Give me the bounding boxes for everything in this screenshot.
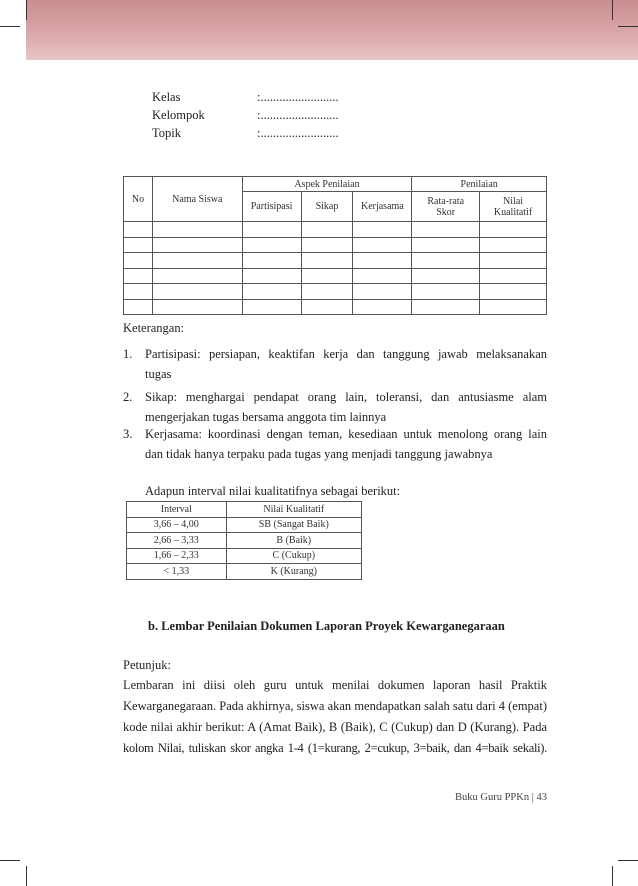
table-row (124, 237, 547, 253)
keterangan-line: Partisipasi: persiapan, keaktifan kerja dan tanggung jawab melaksanakan (145, 347, 547, 361)
table-row (124, 268, 547, 284)
nilai-cell: SB (Sangat Baik) (226, 517, 361, 533)
section-b-heading: b. Lembar Penilaian Dokumen Laporan Proyek Kewarganegaraan (148, 619, 505, 633)
field-label: Kelas (152, 90, 181, 104)
keterangan-item-number: 3. (123, 427, 133, 441)
header-band (26, 0, 638, 60)
keterangan-line: dan tidak hanya terpaku pada tugas yang menjadi tanggung jawabnya (145, 447, 493, 461)
interval-cell: 3,66 – 4,00 (127, 517, 227, 533)
field-label: Kelompok (152, 108, 205, 122)
keterangan-item-3 (145, 424, 547, 464)
crop-mark (0, 26, 20, 27)
nilai-cell: B (Baik) (226, 533, 361, 549)
table-row (127, 517, 362, 533)
petunjuk-body (123, 675, 547, 759)
crop-mark (612, 866, 613, 886)
crop-mark (612, 0, 613, 20)
crop-mark (26, 866, 27, 886)
skor-line: Skor (436, 206, 456, 218)
nilai-header: Nilai Kualitatif (226, 502, 361, 518)
field-value: :......................... (257, 126, 339, 140)
petunjuk-line: kolom Nilai, tuliskan skor angka 1-4 (1=kurang, 2=cukup, 3=baik, dan 4=baik sekali). (123, 741, 547, 755)
interval-intro: Adapun interval nilai kualitatifnya sebagai berikut: (145, 484, 401, 498)
interval-cell: < 1,33 (127, 564, 227, 580)
page-footer: Buku Guru PPKn | 43 (455, 792, 547, 803)
nilai-line: Nilai (503, 195, 524, 207)
table-row (124, 222, 547, 238)
assessment-table (123, 176, 547, 315)
crop-mark (618, 26, 638, 27)
field-label: Topik (152, 126, 181, 140)
table-row (124, 299, 547, 315)
table-row (127, 533, 362, 549)
field-kelompok (152, 108, 339, 123)
group-aspek-header: Aspek Penilaian (242, 177, 412, 192)
table-row (127, 502, 362, 518)
group-penilaian-header: Penilaian (412, 177, 547, 192)
col-nilai-header (480, 192, 547, 222)
field-value: :......................... (257, 90, 339, 104)
table-row (124, 253, 547, 269)
crop-mark (618, 860, 638, 861)
interval-cell: 1,66 – 2,33 (127, 548, 227, 564)
kualitatif-line: Kualitatif (493, 206, 533, 218)
keterangan-item-2 (145, 387, 547, 427)
keterangan-item-number: 1. (123, 347, 133, 361)
field-kelas (152, 90, 339, 105)
crop-mark (26, 0, 27, 20)
interval-table (126, 501, 362, 580)
col-kerjasama-header: Kerjasama (353, 192, 412, 222)
field-value: :......................... (257, 108, 339, 122)
col-sikap-header: Sikap (301, 192, 353, 222)
field-topik (152, 126, 339, 141)
interval-cell: 2,66 – 3,33 (127, 533, 227, 549)
col-rata-rata-header (412, 192, 480, 222)
keterangan-line: tugas (145, 367, 172, 381)
petunjuk-line: Kewarganegaraan. Pada akhirnya, siswa akan mendapatkan salah satu dari 4 (empat) (123, 699, 547, 713)
keterangan-line: mengerjakan tugas bersama anggota tim lainnya (145, 410, 387, 424)
col-nama-header: Nama Siswa (152, 177, 242, 222)
petunjuk-title: Petunjuk: (123, 658, 171, 672)
rata-rata-line: Rata-rata (427, 195, 465, 207)
keterangan-title: Keterangan: (123, 321, 185, 335)
keterangan-line: Kerjasama: koordinasi dengan teman, kesediaan untuk menolong orang lain (145, 427, 547, 441)
crop-mark (0, 860, 20, 861)
interval-header: Interval (127, 502, 227, 518)
nilai-cell: K (Kurang) (226, 564, 361, 580)
table-row (127, 548, 362, 564)
nilai-cell: C (Cukup) (226, 548, 361, 564)
col-no-header: No (124, 177, 153, 222)
petunjuk-line: Lembaran ini diisi oleh guru untuk menilai dokumen laporan hasil Praktik (123, 678, 547, 692)
keterangan-line: Sikap: menghargai pendapat orang lain, toleransi, dan antusiasme alam (145, 390, 547, 404)
col-partisipasi-header: Partisipasi (242, 192, 301, 222)
table-row (127, 564, 362, 580)
keterangan-item-number: 2. (123, 390, 133, 404)
petunjuk-line: kode nilai akhir berikut: A (Amat Baik), B (Baik), C (Cukup) dan D (Kurang). Pada (123, 720, 547, 734)
keterangan-item-1 (145, 344, 547, 384)
table-row (124, 284, 547, 300)
